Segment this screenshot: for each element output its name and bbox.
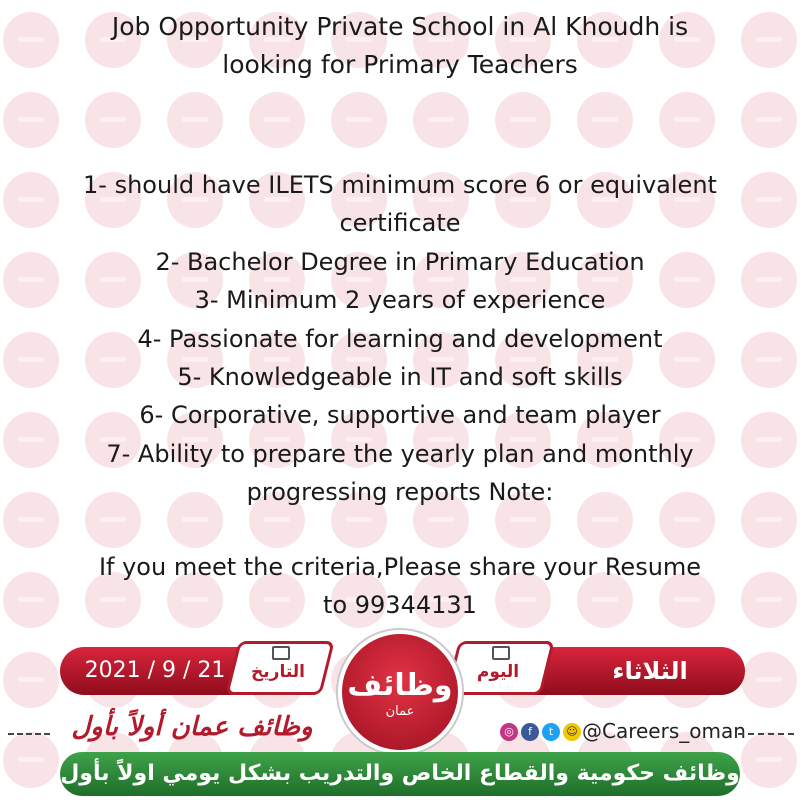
twitter-icon: t: [542, 723, 560, 741]
snapchat-icon: ☺: [563, 723, 581, 741]
date-value: 2021 / 9 / 21: [84, 658, 226, 683]
brand-slogan: وظائف عمان أولاً بأول: [71, 712, 313, 742]
day-label: اليوم: [476, 662, 520, 682]
divider-line: [8, 733, 50, 735]
cta-line-2: to 99344131: [323, 591, 477, 619]
brand-logo-subtext: عمان: [385, 704, 415, 719]
requirement-line: 3- Minimum 2 years of experience: [194, 286, 606, 315]
job-title-line-2: looking for Primary Teachers: [222, 50, 578, 79]
cta-line-1: If you meet the criteria,Please share your Resume: [98, 553, 702, 581]
brand-logo-text: وظائف: [347, 668, 453, 703]
requirement-line: 6- Corporative, supportive and team player: [139, 401, 661, 430]
calendar-icon: [492, 646, 510, 660]
requirement-line: 7- Ability to prepare the yearly plan and monthly: [106, 439, 694, 468]
instagram-icon: ◎: [500, 723, 518, 741]
job-title: [40, 8, 760, 84]
divider-line: [738, 733, 794, 735]
calendar-icon: [272, 646, 290, 660]
requirement-line: progressing reports Note:: [246, 478, 554, 507]
facebook-icon: f: [521, 723, 539, 741]
date-label: التاريخ: [251, 662, 305, 682]
social-handle: @Careers_oman: [582, 719, 746, 743]
requirement-line: 4- Passionate for learning and development: [137, 324, 663, 353]
requirement-line: 5- Knowledgeable in IT and soft skills: [177, 363, 623, 392]
requirements-list: [20, 166, 780, 512]
requirement-line: certificate: [339, 209, 461, 238]
call-to-action: [40, 548, 760, 624]
requirement-line: 1- should have ILETS minimum score 6 or equivalent: [83, 171, 717, 199]
job-title-line-1: Job Opportunity Private School in Al Khoudh is: [111, 12, 689, 41]
footer-text: وظائف حكومية والقطاع الخاص والتدريب بشكل يومي اولاً بأول: [60, 761, 740, 786]
day-value: الثلاثاء: [612, 657, 688, 685]
requirement-line: 2- Bachelor Degree in Primary Education: [155, 247, 645, 276]
